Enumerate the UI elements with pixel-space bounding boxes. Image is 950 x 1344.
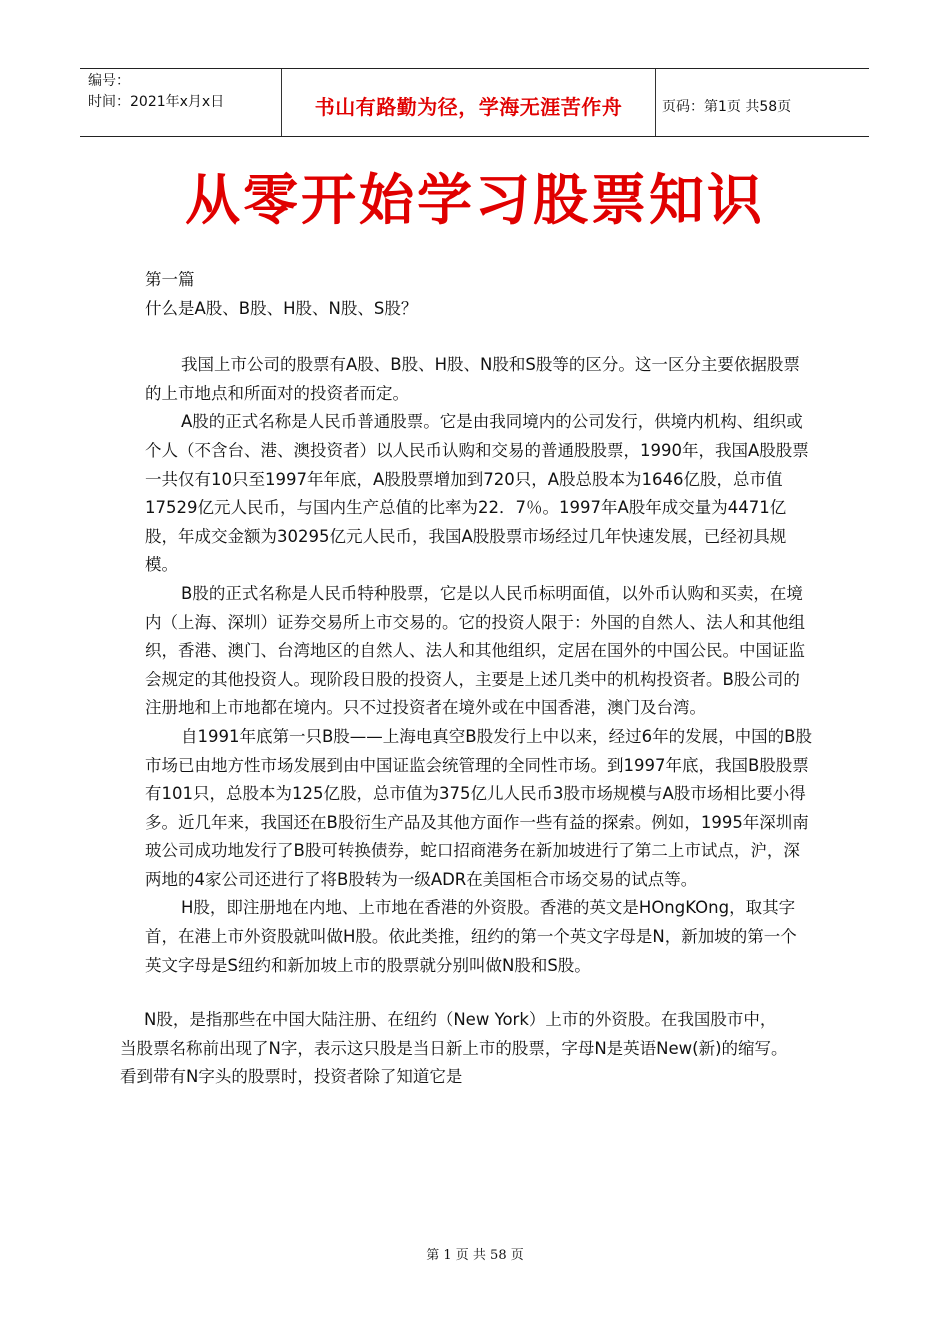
header-meta: [80, 69, 282, 136]
paragraph-a-share: A股的正式名称是人民币普通股票。它是由我同境内的公司发行，供境内机构、组织或个人（不含台、港、澳投资者）以人民币认购和交易的普通股股票，1990年，我国A股股票一共仅有10只至1997年年底，A股股票增加到720只，A股总股本为1646亿股，总市值17529亿元人民币，与国内生产总值的比率为22．7％。1997年A股年成交量为4471亿股，年成交金额为30295亿元人民币，我国A股股票市场经过几年快速发展，已经初具规模。: [145, 412, 809, 575]
chapter-heading: 第一篇: [145, 270, 195, 289]
document-body: [120, 266, 813, 1092]
paragraph-b-share-history: 自1991年底第一只B股——上海电真空B股发行上中以来，经过6年的发展，中国的B股市场已由地方性市场发展到由中国证监会统管理的全同性市场。到1997年底，我国B股股票有101只，总股本为125亿股，总市值为375亿儿人民币3股市场规模与A股市场相比要小得多。近几年来，我国还在B股衍生产品及其他方面作一些有益的探索。例如，1995年深圳南玻公司成功地发行了B股可转换债券，蛇口招商港务在新加坡进行了第二上市试点，沪，深两地的4家公司还进行了将B股转为一级ADR在美国柜合市场交易的试点等。: [145, 726, 812, 889]
paragraph-n-share: N股，是指那些在中国大陆注册、在纽约（New York）上市的外资股。在我国股市中，当股票名称前出现了N字，表示这只股是当日新上市的股票，字母N是英语New(新)的缩写。看到带有N字头的股票时，投资者除了知道它是: [120, 1010, 788, 1087]
page-header: [80, 68, 869, 137]
paragraph-h-share: H股，即注册地在内地、上市地在香港的外资股。香港的英文是HOngKOng，取其字首，在港上市外资股就叫做H股。依此类推，纽约的第一个英文字母是N，新加坡的第一个英文字母是S纽约和新加坡上市的股票就分别叫做N股和S股。: [145, 898, 797, 975]
date-label: 时间：2021年x月x日: [88, 94, 225, 110]
spacer: [145, 323, 813, 351]
header-motto: 书山有路勤为径，学海无涯苦作舟: [282, 69, 656, 136]
header-page-info: 页码：第1页 共58页: [662, 98, 792, 115]
spacer: [145, 980, 813, 1006]
paragraph-intro: 我国上市公司的股票有A股、B股、H股、N股和S股等的区分。这一区分主要依据股票的上市地点和所面对的投资者而定。: [145, 355, 800, 403]
document-title: 从零开始学习股票知识: [184, 167, 765, 232]
serial-number-label: 编号：: [88, 73, 130, 89]
paragraph-b-share: B股的正式名称是人民币特种股票，它是以人民币标明面值，以外币认购和买卖，在境内（上海、深圳）证券交易所上市交易的。它的投资人限于：外国的自然人、法人和其他组织，香港、澳门、台湾地区的自然人、法人和其他组织，定居在国外的中国公民。中国证监会规定的其他投资人。现阶段日股的投资人，主要是上述几类中的机构投资者。B股公司的注册地和上市地都在境内。只不过投资者在境外或在中国香港，澳门及台湾。: [145, 583, 805, 718]
question-heading: 什么是A股、B股、H股、N股、S股？: [145, 298, 418, 318]
page-footer: 第 1 页 共 58 页: [426, 1248, 524, 1263]
